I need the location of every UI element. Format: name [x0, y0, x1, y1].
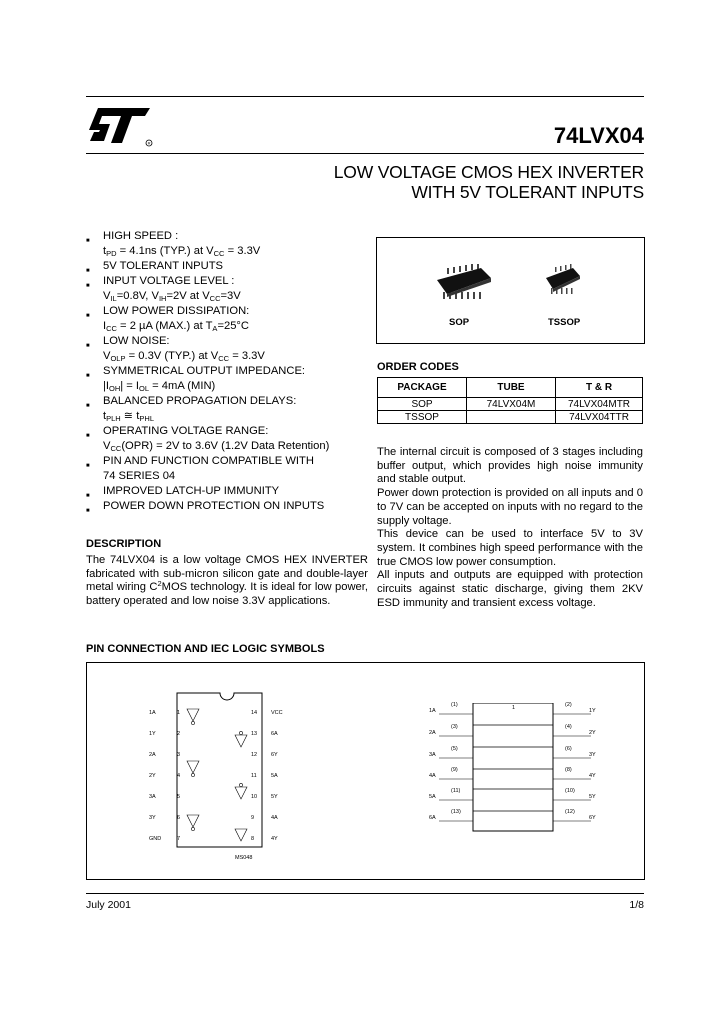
feature-item: ■ IMPROVED LATCH-UP IMMUNITY	[86, 485, 280, 499]
iec-output-label: 2Y	[589, 730, 596, 736]
table-cell: 74LVX04MTR	[556, 398, 643, 411]
right-pin-label: 5Y	[271, 794, 278, 800]
iec-output-pin: (6)	[565, 746, 572, 752]
package-box	[376, 237, 645, 344]
right-pin-label: 5A	[271, 773, 278, 779]
feature-item: ■ LOW NOISE: $V_{OLP} = 0.3V$ (TYP.) at $V_{CC} = 3.3V$	[86, 335, 265, 363]
header-cell: PACKAGE	[378, 378, 467, 398]
iec-output-pin: (8)	[565, 767, 572, 773]
right-pin-number: 13	[251, 731, 258, 737]
iec-input-pin: (9)	[451, 767, 458, 773]
right-pin-number: 10	[251, 794, 258, 800]
iec-input-pin: (5)	[451, 746, 458, 752]
paragraph: All inputs and outputs are equipped with protection circuits against static discharge, giving them 2KV ESD immunity and transient excess voltage.	[377, 569, 643, 609]
table-cell: 74LVX04M	[467, 398, 556, 411]
feature-item: ■ HIGH SPEED : $t_{PD} = 4.1ns$ (TYP.) at $V_{CC} = 3.3V$	[86, 230, 261, 258]
feature-item: ■ LOW POWER DISSIPATION: $I_{CC} = 2$ µA (MAX.) at $T_A=25^\circ C$	[86, 305, 250, 333]
table-cell	[467, 411, 556, 424]
feature-item: ■ SYMMETRICAL OUTPUT IMPEDANCE: $|I_{OH}| = I_{OL} = 4mA$ (MIN)	[86, 365, 306, 393]
right-pin-number: 11	[251, 773, 257, 779]
title-line-2: WITH 5V TOLERANT INPUTS	[411, 182, 644, 202]
iec-output-label: 5Y	[589, 794, 596, 800]
spec-impedance: $|I_{OH}| = I_{OL} = 4mA$ (MIN)	[103, 380, 216, 393]
left-pin-label: 2A	[149, 752, 156, 758]
left-pin-number: 2	[177, 731, 181, 737]
svg-text:MS048: MS048	[235, 855, 253, 861]
left-pin-number: 7	[177, 836, 181, 842]
iec-logic-symbol	[431, 703, 631, 853]
svg-text:R: R	[147, 140, 151, 146]
iec-input-label: 3A	[429, 752, 436, 758]
iec-output-pin: (4)	[565, 724, 572, 730]
left-pin-number: 6	[177, 815, 181, 821]
right-pin-number: 8	[251, 836, 255, 842]
left-pin-label: 2Y	[149, 773, 156, 779]
iec-input-label: 6A	[429, 815, 436, 821]
feature-item: ■ 5V TOLERANT INPUTS	[86, 260, 223, 274]
feature-item: ■ POWER DOWN PROTECTION ON INPUTS	[86, 500, 325, 514]
footer-date: July 2001	[86, 899, 131, 911]
footer-rule	[86, 893, 644, 894]
description-paragraph: The 74LVX04 is a low voltage CMOS HEX INVERTER fabricated with sub-micron silicon gate and double-layer metal wiring $C^2MOS$ technology. It is ideal for low power, battery operated and low noise 3.3V applications.	[86, 554, 368, 608]
feature-list	[86, 229, 366, 514]
footer-page: 1/8	[629, 899, 644, 911]
right-pin-label: 6A	[271, 731, 278, 737]
iec-input-pin: (13)	[451, 809, 461, 815]
title-line-1: LOW VOLTAGE CMOS HEX INVERTER	[333, 162, 644, 182]
paragraph: Power down protection is provided on all inputs and 0 to 7V can be accepted on inputs with no regard to the supply voltage.	[377, 487, 643, 527]
sop-package-image	[433, 264, 493, 300]
spec-speed: $t_{PD} = 4.1ns$ (TYP.) at $V_{CC} = 3.3V$	[103, 245, 261, 258]
feature-item: ■ INPUT VOLTAGE LEVEL : $V_{IL}=0.8V$, $V_{IH}=2V$ at $V_{CC}=3V$	[86, 275, 241, 303]
pin-connection-diagram	[147, 689, 307, 861]
iec-output-pin: (2)	[565, 702, 572, 708]
iec-input-label: 5A	[429, 794, 436, 800]
pin-section-heading: PIN CONNECTION AND IEC LOGIC SYMBOLS	[86, 643, 325, 655]
right-pin-number: 12	[251, 752, 258, 758]
iec-input-pin: (11)	[451, 788, 461, 794]
header-cell: T & R	[556, 378, 643, 398]
iec-output-pin: (12)	[565, 809, 575, 815]
table-row	[378, 398, 643, 411]
spec-delays: $t_{PLH}$ ≅ $t_{PHL}$	[103, 410, 154, 423]
table-cell: TSSOP	[378, 411, 467, 424]
right-pin-label: 4Y	[271, 836, 278, 842]
pin-figure-box	[86, 662, 645, 880]
iec-input-pin: (3)	[451, 724, 458, 730]
left-pin-number: 3	[177, 752, 181, 758]
iec-output-label: 4Y	[589, 773, 596, 779]
spec-vin: $V_{IL}=0.8V$, $V_{IH}=2V$ at $V_{CC}=3V$	[103, 290, 241, 303]
spec-noise: $V_{OLP} = 0.3V$ (TYP.) at $V_{CC} = 3.3V$	[103, 350, 265, 363]
description-heading: DESCRIPTION	[86, 538, 162, 550]
iec-output-label: 3Y	[589, 752, 596, 758]
iec-input-label: 4A	[429, 773, 436, 779]
order-codes-heading: ORDER CODES	[377, 361, 459, 373]
iec-input-pin: (1)	[451, 702, 458, 708]
left-pin-number: 4	[177, 773, 181, 779]
description-text-right	[377, 446, 643, 610]
iec-input-label: 1A	[429, 708, 436, 714]
spec-power: $I_{CC} = 2$ µA (MAX.) at $T_A=25^\circ C$	[103, 320, 249, 333]
sop-label: SOP	[449, 317, 470, 328]
left-pin-number: 5	[177, 794, 181, 800]
iec-output-pin: (10)	[565, 788, 575, 794]
paragraph: This device can be used to interface 5V to 3V system. It combines high speed performance with the true CMOS low power consumption.	[377, 528, 643, 568]
left-pin-label: GND	[149, 836, 162, 842]
left-pin-label: 1A	[149, 710, 156, 716]
paragraph: The internal circuit is composed of 3 stages including buffer output, which provides high noise immunity and stable output.	[377, 446, 643, 486]
feature-item: ■ OPERATING VOLTAGE RANGE: $V_{CC}(OPR) = 2V$ to 3.6V (1.2V Data Retention)	[86, 425, 330, 453]
iec-input-label: 2A	[429, 730, 436, 736]
right-pin-label: VCC	[271, 710, 283, 716]
part-number: 74LVX04	[553, 123, 644, 148]
right-pin-label: 6Y	[271, 752, 278, 758]
header-cell: TUBE	[467, 378, 556, 398]
left-pin-label: 1Y	[149, 731, 156, 737]
left-pin-label: 3A	[149, 794, 156, 800]
spec-voltage: $V_{CC}(OPR) = 2V$ to 3.6V (1.2V Data Retention)	[103, 440, 330, 453]
table-cell: 74LVX04TTR	[556, 411, 643, 424]
order-codes-table	[377, 377, 643, 424]
feature-item: ■ PIN AND FUNCTION COMPATIBLE WITH 74 SERIES 04	[86, 455, 314, 482]
left-pin-number: 1	[177, 710, 181, 716]
table-row	[378, 411, 643, 424]
feature-item: ■ BALANCED PROPAGATION DELAYS: $t_{PLH}$ ≅ $t_{PHL}$	[86, 395, 297, 423]
tssop-label: TSSOP	[548, 317, 581, 328]
right-pin-number: 14	[251, 710, 258, 716]
table-cell: SOP	[378, 398, 467, 411]
left-pin-label: 3Y	[149, 815, 156, 821]
iec-output-label: 6Y	[589, 815, 596, 821]
iec-function-mark: 1	[512, 705, 516, 711]
table-header-row	[378, 378, 643, 398]
right-pin-number: 9	[251, 815, 255, 821]
iec-output-label: 1Y	[589, 708, 596, 714]
right-pin-label: 4A	[271, 815, 278, 821]
top-rule	[86, 96, 644, 97]
tssop-package-image	[543, 264, 583, 296]
header-rule	[86, 153, 644, 154]
st-logo	[88, 106, 154, 148]
